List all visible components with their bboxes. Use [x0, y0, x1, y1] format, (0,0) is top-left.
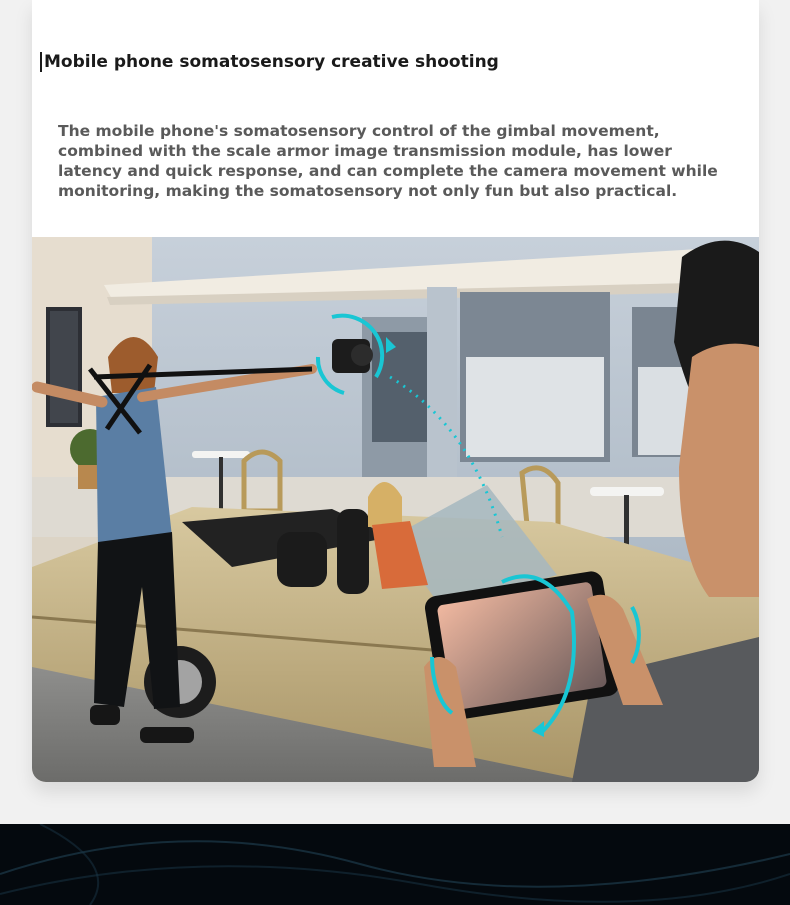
- feature-card: [32, 0, 759, 782]
- product-photo: [32, 237, 759, 782]
- footer-band: [0, 824, 790, 905]
- section-description: The mobile phone's somatosensory control of the gimbal movement, combined with the scale armor image transmission module, has lower latency and quick response, and can complete the camera movement while monitoring, making the somatosensory not only fun but also practical.: [58, 122, 718, 200]
- section-heading: [40, 52, 499, 72]
- heading-accent-bar: [40, 52, 42, 72]
- section-title: Mobile phone somatosensory creative shooting: [44, 52, 499, 72]
